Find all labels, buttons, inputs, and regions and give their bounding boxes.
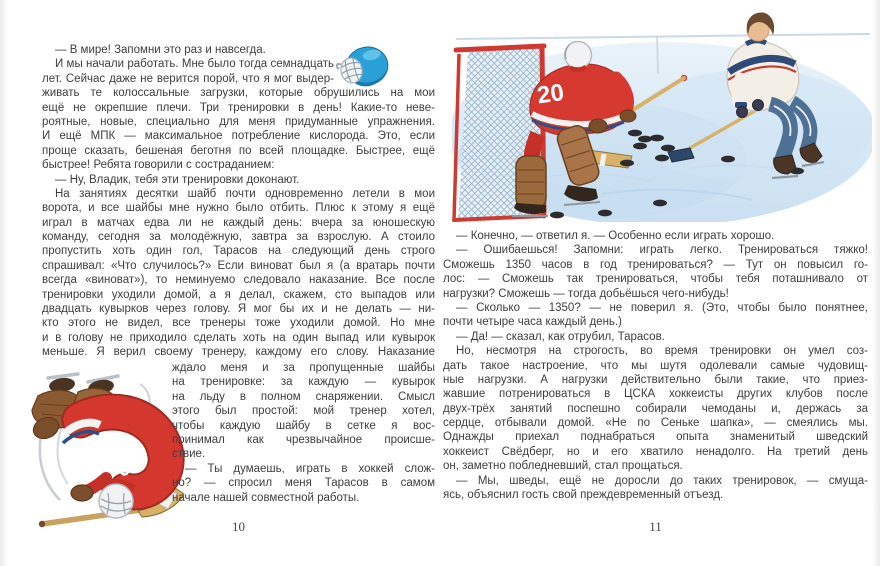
text-line: роятные, новые, специально для меня придуманные упражнения. (42, 115, 435, 128)
text-line: кто этого не видел, все тренеры тоже уходили домой. Но мне (42, 317, 435, 330)
text-line: тренировки уходили домой, а я делал, скажем, сто выпадов или (42, 288, 435, 301)
text-line: команду, сегодня за молодёжную, завтра за взрослую. А стоило (42, 231, 435, 244)
text-line: И мы начали работать. Мне было тогда семнадцать (55, 58, 334, 71)
text-line: дать такое настроение, что мы шутя одолевали самые чудовищ- (443, 359, 868, 372)
text-line: начале нашей совместной работы. (172, 491, 360, 504)
jersey-number: 20 (535, 78, 566, 110)
text-line: двух-трёх занятий поспешно собирали чемоданы и, держась за (443, 402, 868, 415)
text-line: ствие. (172, 448, 206, 461)
page-number-left: 10 (232, 519, 245, 534)
text-line: Сможешь 1350 часов в год тренироваться? — Тут он повысил го- (443, 258, 868, 271)
text-line: принимал как чрезвычайное происше- (172, 433, 435, 446)
text-line: он, заметно побледневший, стал прощаться. (443, 460, 683, 473)
text-line: чтобы каждую шайбу в сетке я вос- (172, 419, 435, 432)
text-line: почти четыре часа каждый день.) (443, 316, 622, 329)
left-page-text-main (42, 43, 435, 360)
text-line: на тренировке: за каждую — кувырок (172, 376, 435, 389)
text-line: этого был простой: мой тренер хотел, (172, 405, 435, 418)
text-line: ворота, и все шайбы мне нужно было отбить. Плюс к этому я ещё (42, 202, 435, 215)
text-line: — Конечно, — ответил я. — Особенно если играть хорошо. (456, 230, 775, 242)
text-line: на льду в полном снаряжении. Смысл (172, 390, 435, 403)
jersey-number: 20 (114, 451, 144, 481)
text-line: лет. Сейчас даже не верится порой, что я мог выдер- (42, 72, 334, 85)
text-line: лос: — Сможешь так тренироваться, чтобы тебя поташнивало от (443, 273, 868, 286)
right-page-text (443, 229, 868, 502)
text-line: сердце, отбывали домой. «Не по Сеньке шапка», — смеялись мы. (443, 417, 868, 430)
left-page-text-wrapped (172, 361, 435, 505)
text-line: меньше. Я верил своему тренеру, каждому его слову. Наказание (42, 346, 435, 359)
text-line: ещё не окрепшие плечи. Три тренировки в день! Какие-то неве- (42, 101, 435, 114)
text-line: нагрузки? Сможешь — тогда добьёшься чего-нибудь! (443, 287, 729, 300)
text-line: — В мире! Запомни это раз и навсегда. (55, 44, 266, 56)
text-line: — Ты думаешь, играть в хоккей слож- (185, 462, 435, 475)
text-line: — Сколько — 1350? — не поверил я. (Это, чтобы было понятнее, (456, 301, 868, 314)
text-line: быстрее! Ребята говорили с состраданием: (42, 159, 275, 172)
text-line: но? — спросил меня Тарасов в самом (172, 477, 435, 490)
text-line: — Ну, Владик, тебя эти тренировки доконают. (55, 173, 300, 186)
text-line: Однажды приехал поднабраться опыта знаменитый шведский (443, 431, 868, 444)
text-line: На занятиях десятки шайб почти одновременно летели в мои (55, 187, 435, 200)
text-line: — Ошибаешься! Запомни: играть легко. Тренироваться тяжко! (456, 244, 868, 257)
text-line: играл в матчах едва ли не каждый день: вчера за юношескую (42, 216, 435, 229)
page-number-right: 11 (649, 519, 662, 534)
text-line: проще сказать, бешеная беготня по всей площадке. Быстрее, ещё (42, 144, 435, 157)
text-line: — Мы, шведы, ещё не доросли до таких тренировок, — смуща- (456, 474, 868, 487)
text-line: пропустить хоть один гол, Тарасов на следующий день строго (42, 245, 435, 258)
goalie-helmet (99, 483, 134, 518)
text-line: ждало меня и за пропущенные шайбы (172, 362, 435, 374)
text-line: — Да! — сказал, как отрубил, Тарасов. (456, 330, 665, 343)
text-line: И ещё МПК — максимальное потребление кислорода. Это, если (42, 130, 435, 143)
training-scene-illustration (452, 8, 872, 222)
text-line: Но, несмотря на строгость, во время тренировки он умел соз- (456, 345, 868, 358)
page-right (440, 0, 880, 566)
text-line: живать те колоссальные загрузки, которые обрушились на мои (42, 87, 435, 100)
text-line: всегда «виноват»), то неминуемо следовало наказание. Все после (42, 274, 435, 287)
text-line: жавшие потренироваться в ЦСКА хоккеисты других клубов после (443, 388, 868, 401)
text-line: спрашивал: «Что случилось?» Если виноват был я (а вратарь почти (42, 259, 435, 272)
text-line: двадцать кувырков через голову. Я мог бы их и не делать — ни- (42, 303, 435, 316)
text-line: хоккеист Свёдберг, но и его хватило ненадолго. На третий день (443, 445, 868, 458)
text-line: ясь, объяснил гость свой преждевременный отъезд. (443, 489, 724, 502)
text-line: ные нагрузки. А нагрузки действительно были такие, что приез- (443, 373, 868, 386)
text-line: и в голову не приходило сделать хоть на один выпад или кувырок (42, 331, 435, 344)
